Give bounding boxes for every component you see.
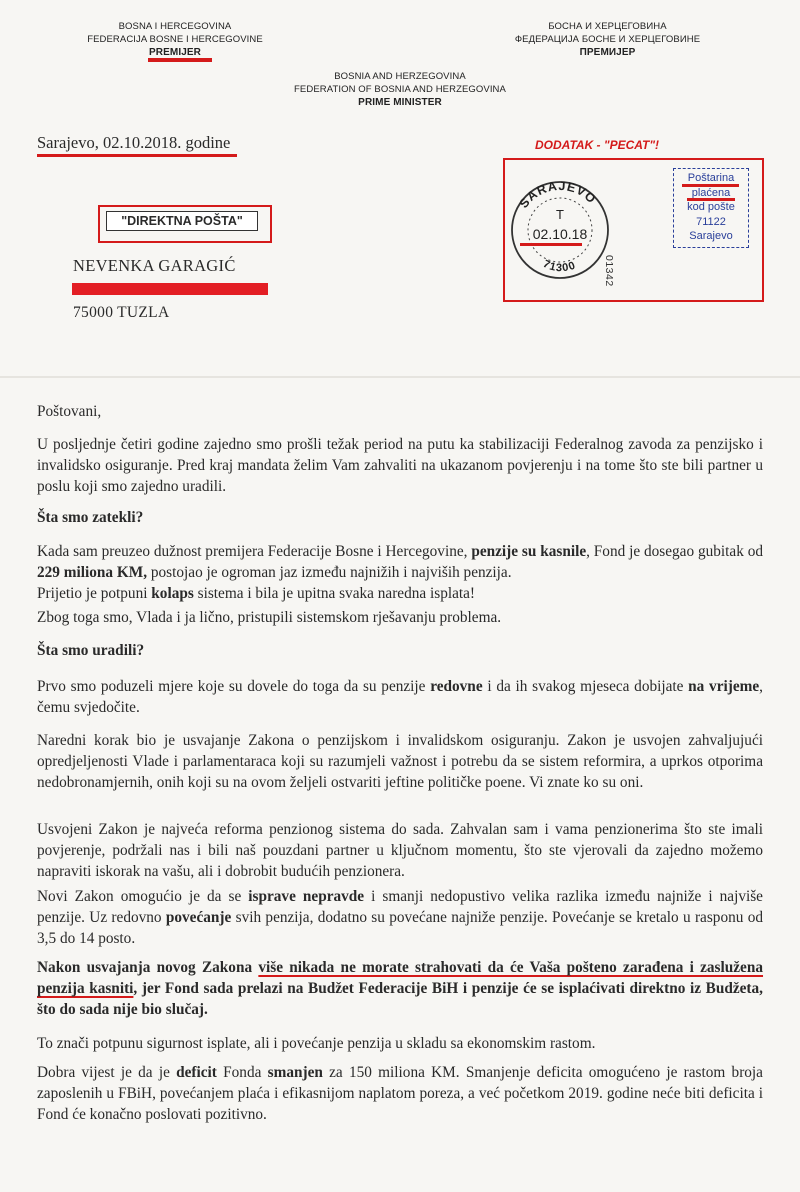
p2-part-h: sistema i bila je upitna svaka naredna isplata! bbox=[193, 585, 476, 602]
postage-line-1: Poštarina bbox=[687, 172, 735, 184]
underline-date bbox=[37, 154, 237, 157]
paragraph-5: Naredni korak bio je usvajanje Zakona o penzijskom i invalidskom osiguranju. Zakon je usvojen zahvaljujući opredjeljenosti Vlade i parlamentaraca koji su razumjeli važnost i potrebu da se sistem reformira, a uprkos otporima nedobronamjernih, onih koji su na ovom željeli ostvariti jeftine političke poene. Vi znate ko su oni. bbox=[37, 732, 763, 791]
p8-part-c: , jer Fond sada prelazi na Budžet Federacije BiH i penzije će se isplaćivati direktno iz Budžeta, što do sada nije bio slučaj. bbox=[37, 980, 764, 1018]
postage-paid-box bbox=[673, 168, 749, 248]
header-center-federation: FEDERATION OF BOSNIA AND HERZEGOVINA bbox=[294, 84, 506, 95]
paragraph-2 bbox=[37, 541, 763, 604]
p2-bold-kolaps: kolaps bbox=[151, 585, 194, 602]
postage-line-3: kod pošte bbox=[687, 201, 735, 213]
p2-part-f: Prijetio je potpuni bbox=[37, 585, 152, 602]
paragraph-6: Usvojeni Zakon je najveća reforma penzionog sistema do sada. Zahvalan sam i vama penzionerima što ste imali povjerenje, podržali nas i bili naš pouzdani partner u ključnom momentu, što ste vjerovali da zajedno možemo napraviti iskorak na vašu, ali i dobrobit budućih penzionera. bbox=[37, 821, 763, 880]
recipient-name: NEVENKA GARAGIĆ bbox=[73, 256, 236, 275]
header-right bbox=[495, 20, 720, 59]
header-right-title: ПРЕМИЈЕР bbox=[579, 47, 636, 58]
recipient-address-redacted bbox=[72, 283, 268, 295]
underline-stamp-date bbox=[520, 243, 582, 246]
p10-bold-deficit: deficit bbox=[176, 1064, 217, 1081]
heading-zatekli: Šta smo zatekli? bbox=[37, 509, 144, 526]
heading-uradili: Šta smo uradili? bbox=[37, 642, 145, 659]
p4-part-a: Prvo smo poduzeli mjere koje su dovele do toga da su penzije bbox=[37, 678, 431, 695]
p8-highlight: više nikada ne morate strahovati da će Vaša pošteno zarađena i zaslužena penzija kasniti bbox=[37, 959, 764, 997]
p10-part-c: Fonda bbox=[216, 1064, 268, 1081]
recipient-city: 75000 TUZLA bbox=[73, 304, 170, 321]
stamp-serial: 01342 bbox=[603, 255, 615, 287]
p7-part-a: Novi Zakon omogućio je da se bbox=[37, 888, 249, 905]
p7-bold-povecanje: povećanje bbox=[165, 909, 232, 926]
paragraph-8 bbox=[37, 957, 763, 1020]
header-left bbox=[70, 20, 280, 59]
p4-bold-navrijeme: na vrijeme bbox=[688, 678, 760, 695]
date-line: Sarajevo, 02.10.2018. godine bbox=[37, 133, 231, 152]
postage-line-4: 71122 bbox=[696, 215, 726, 228]
header-right-federation: ФЕДЕРАЦИЈА БОСНЕ И ХЕРЦЕГОВИНЕ bbox=[514, 34, 701, 45]
postage-line-2: plaćena bbox=[691, 186, 731, 199]
underline-premijer bbox=[148, 58, 212, 62]
paragraph-9: To znači potpunu sigurnost isplate, ali i povećanje penzija u skladu sa ekonomskim rastom. bbox=[37, 1035, 596, 1052]
header-left-federation: FEDERACIJA BOSNE I HERCEGOVINE bbox=[87, 34, 263, 45]
p7-part-c: i smanji nedopustivo velika razlika između najniže i najviše penzije. Uz redovno bbox=[37, 888, 763, 926]
postmark-date: 02.10.18 bbox=[532, 226, 588, 242]
direct-mail-label: "DIREKTNA POŠTA" bbox=[106, 211, 258, 231]
annotation-label: DODATAK - "PECAT"! bbox=[535, 138, 660, 152]
p8-part-a: Nakon usvajanja novog Zakona bbox=[37, 959, 259, 976]
p4-part-c: i da ih svakog mjeseca dobijate bbox=[482, 678, 689, 695]
postmark-city: SARAJEVO bbox=[516, 178, 600, 211]
header-right-country: БОСНА И ХЕРЦЕГОВИНА bbox=[548, 21, 667, 32]
p4-part-e: , čemu svjedočite. bbox=[37, 678, 763, 716]
paper-fold bbox=[0, 376, 800, 378]
p2-bold-amount: 229 miliona KM, bbox=[37, 564, 148, 581]
p4-bold-redovne: redovne bbox=[430, 678, 483, 695]
postmark-zip: 71300 bbox=[541, 258, 578, 275]
header-left-title: PREMIJER bbox=[149, 47, 201, 58]
header-center-country: BOSNIA AND HERZEGOVINA bbox=[334, 71, 466, 82]
header-left-country: BOSNA I HERCEGOVINA bbox=[118, 21, 232, 32]
underline-placena bbox=[687, 198, 735, 201]
p2-part-a: Kada sam preuzeo dužnost premijera Federacije Bosne i Hercegovine, bbox=[37, 543, 472, 560]
p2-part-e: postojao je ogroman jaz između najnižih i najviših penzija. bbox=[147, 564, 512, 581]
postage-line-5: Sarajevo bbox=[689, 230, 733, 242]
paragraph-1: U posljednje četiri godine zajedno smo prošli težak period na putu ka stabilizaciji Federalnog zavoda za penzijsko i invalidsko osiguranje. Pred kraj mandata želim Vam zahvaliti na ukazanom povjerenju i na tome što ste bili partner u poslu koji smo zajedno uradili. bbox=[37, 436, 763, 495]
p2-part-c: , Fond je dosegao gubitak od bbox=[586, 543, 763, 560]
paragraph-10 bbox=[37, 1062, 763, 1125]
p2-bold-kasnile: penzije su kasnile bbox=[471, 543, 587, 560]
header-center bbox=[250, 70, 550, 109]
greeting: Poštovani, bbox=[37, 403, 102, 420]
header-center-title: PRIME MINISTER bbox=[358, 97, 442, 108]
p10-bold-smanjen: smanjen bbox=[267, 1064, 323, 1081]
p10-part-e: za 150 miliona KM. Smanjenje deficita omogućeno je rastom broja zaposlenih u FBiH, povećanjem plaća i efikasnijom naplatom poreza, a već početkom 2019. godine neće biti deficita i Fond će konačno poslovati pozitivno. bbox=[37, 1064, 763, 1123]
p7-bold-nepravde: isprave nepravde bbox=[248, 888, 365, 905]
p10-part-a: Dobra vijest je da je bbox=[37, 1064, 177, 1081]
p7-part-e: svih penzija, dodatno su povećane najniže penzije. Povećanje se kretalo u rasponu od 3,5 do 14 posto. bbox=[37, 909, 763, 947]
underline-postarina bbox=[682, 184, 739, 187]
postmark-letter: T bbox=[556, 207, 564, 222]
paragraph-3: Zbog toga smo, Vlada i ja lično, pristupili sistemskom rješavanju problema. bbox=[37, 609, 502, 626]
paragraph-7 bbox=[37, 886, 763, 949]
postmark bbox=[505, 175, 615, 285]
paragraph-4 bbox=[37, 676, 763, 718]
